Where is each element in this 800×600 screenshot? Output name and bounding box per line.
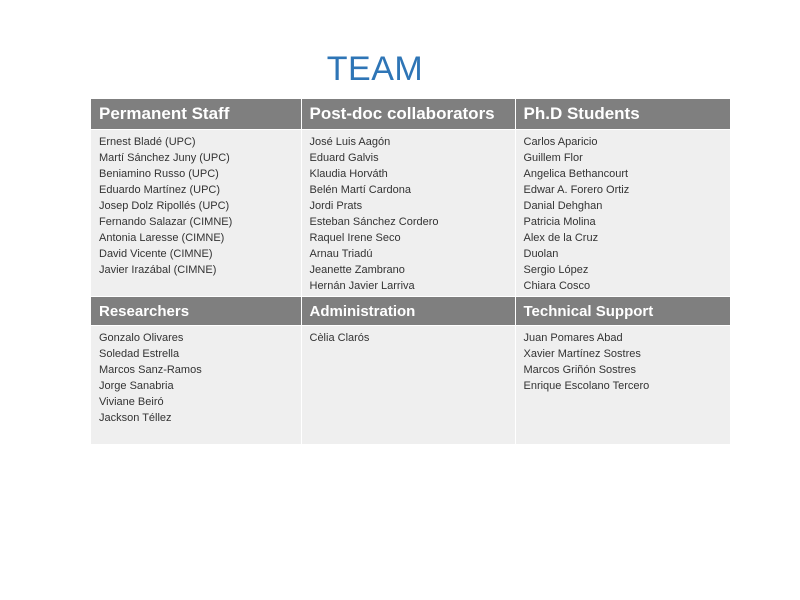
member-name: Raquel Irene Seco <box>309 232 401 244</box>
member-name: Jordi Prats <box>309 200 363 212</box>
member-name: Esteban Sánchez Cordero <box>309 216 439 228</box>
member-name: Jeanette Zambrano <box>309 264 405 276</box>
column-header-post-doc-collaborators: Post-doc collaborators <box>301 99 515 130</box>
member-name: Jorge Sanabria <box>99 380 174 392</box>
member-name: Enrique Escolano Tercero <box>523 380 650 392</box>
post-doc-collaborators-cell <box>301 130 515 297</box>
member-name: Edwar A. Forero Ortiz <box>523 184 630 196</box>
member-name: David Vicente (CIMNE) <box>99 248 213 260</box>
column-header-phd-students: Ph.D Students <box>515 99 730 130</box>
member-name: Belén Martí Cardona <box>309 184 411 196</box>
member-name: Carlos Aparicio <box>523 136 598 148</box>
member-name: Cèlia Clarós <box>309 332 370 344</box>
member-name: Chiara Cosco <box>523 280 591 292</box>
member-name: Marcos Griñón Sostres <box>523 364 636 376</box>
member-name: Juan Pomares Abad <box>523 332 623 344</box>
column-header-technical-support: Technical Support <box>515 297 730 326</box>
permanent-staff-cell <box>91 130 301 297</box>
member-name: Josep Dolz Ripollés (UPC) <box>99 200 230 212</box>
page-title: TEAM <box>326 50 424 88</box>
member-name: Sergio López <box>523 264 589 276</box>
table-row <box>91 326 730 445</box>
researchers-cell <box>91 326 301 445</box>
member-name: Alex de la Cruz <box>523 232 599 244</box>
table-header-row <box>91 297 730 326</box>
member-name: Gonzalo Olivares <box>99 332 184 344</box>
member-name: José Luis Aagón <box>309 136 391 148</box>
member-name: Javier Irazábal (CIMNE) <box>99 264 217 276</box>
member-name: Fernando Salazar (CIMNE) <box>99 216 233 228</box>
member-name: Patricia Molina <box>523 216 596 228</box>
member-name: Xavier Martínez Sostres <box>523 348 641 360</box>
member-list <box>524 134 723 294</box>
column-header-administration: Administration <box>301 297 515 326</box>
member-name: Eduardo Martínez (UPC) <box>99 184 221 196</box>
column-header-permanent-staff: Permanent Staff <box>91 99 301 130</box>
member-list <box>310 330 507 346</box>
table-header-row <box>91 99 730 130</box>
member-name: Hernán Javier Larriva <box>309 280 415 292</box>
member-name: Soledad Estrella <box>99 348 180 360</box>
column-header-researchers: Researchers <box>91 297 301 326</box>
member-name: Martí Sánchez Juny (UPC) <box>99 152 230 164</box>
member-list <box>524 330 723 394</box>
member-name: Angelica Bethancourt <box>523 168 629 180</box>
member-name: Arnau Triadú <box>309 248 373 260</box>
phd-students-cell <box>515 130 730 297</box>
member-list <box>99 330 293 426</box>
table-row <box>91 130 730 297</box>
administration-cell <box>301 326 515 445</box>
member-name: Eduard Galvis <box>309 152 379 164</box>
technical-support-cell <box>515 326 730 445</box>
member-name: Klaudia Horváth <box>309 168 388 180</box>
member-name: Danial Dehghan <box>523 200 603 212</box>
member-name: Marcos Sanz-Ramos <box>99 364 202 376</box>
member-list <box>310 134 507 294</box>
member-name: Guillem Flor <box>523 152 583 164</box>
member-name: Jackson Téllez <box>99 412 172 424</box>
member-name: Duolan <box>523 248 559 260</box>
member-name: Ernest Bladé (UPC) <box>99 136 196 148</box>
member-name: Beniamino Russo (UPC) <box>99 168 219 180</box>
team-table <box>91 99 730 445</box>
member-name: Antonia Laresse (CIMNE) <box>99 232 225 244</box>
member-list <box>99 134 293 278</box>
member-name: Viviane Beiró <box>99 396 164 408</box>
